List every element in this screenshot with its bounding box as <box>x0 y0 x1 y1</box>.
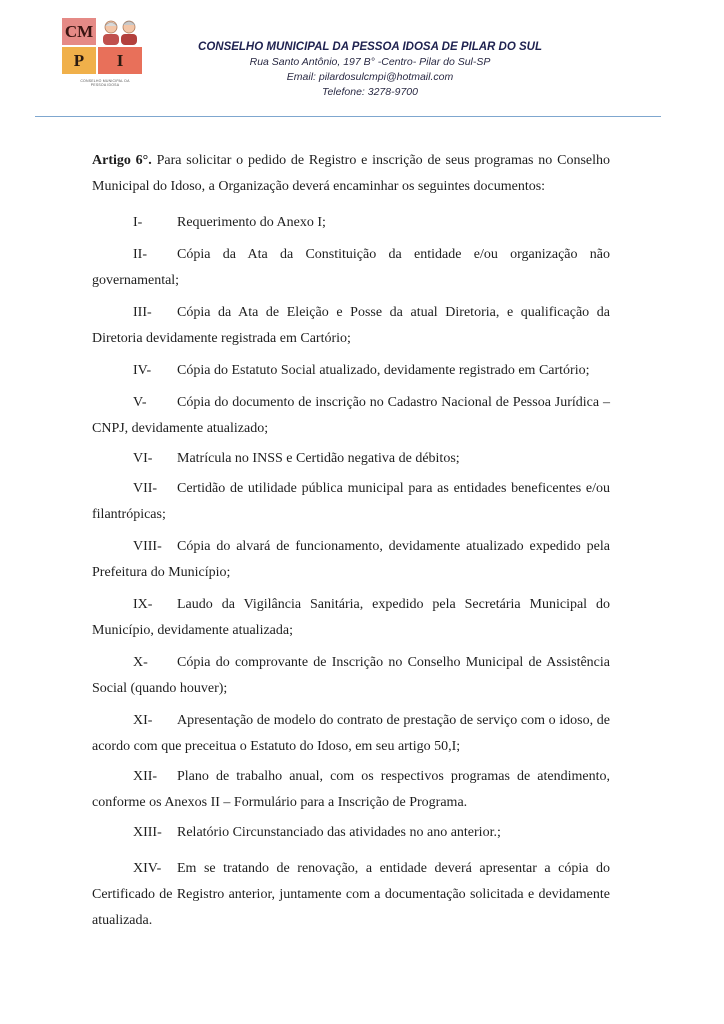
article-intro <box>92 148 610 200</box>
list-item-numeral: I- <box>133 215 143 230</box>
list-item-text: Cópia do comprovante de Inscrição no Conselho Municipal de Assistência Social (quando houver); <box>92 655 610 696</box>
list-item <box>92 242 610 294</box>
list-item-text: Requerimento do Anexo I; <box>177 215 326 230</box>
list-item <box>92 358 610 384</box>
list-item-numeral: VII- <box>133 481 158 496</box>
email: Email: pilardosulcmpi@hotmail.com <box>286 71 454 83</box>
logo-caption <box>64 79 146 87</box>
list-item <box>92 534 610 586</box>
logo-cell-i: I <box>98 47 142 74</box>
article-body <box>92 148 610 934</box>
list-item-text: Cópia do alvará de funcionamento, devidamente atualizado expedido pela Prefeitura do Município; <box>92 539 610 580</box>
list-item-text: Cópia da Ata de Eleição e Posse da atual Diretoria, e qualificação da Diretoria devidamente registrada em Cartório; <box>92 305 610 346</box>
list-item-text: Laudo da Vigilância Sanitária, expedido pela Secretária Municipal do Município, devidamente atualizada; <box>92 597 610 638</box>
list-item-numeral: III- <box>133 305 152 320</box>
list-item <box>92 300 610 352</box>
logo-caption-line1: CONSELHO MUNICIPAL DA <box>80 79 130 83</box>
phone: Telefone: 3278-9700 <box>322 86 418 98</box>
address: Rua Santo Antônio, 197 B° -Centro- Pilar do Sul-SP <box>249 56 491 68</box>
logo-cell-cm: CM <box>62 18 96 45</box>
list-item-numeral: X- <box>133 655 148 670</box>
list-item-text: Apresentação de modelo do contrato de prestação de serviço com o idoso, de acordo com que preceitua o Estatuto do Idoso, em seu artigo 50,I; <box>92 713 610 754</box>
list-item-text: Relatório Circunstanciado das atividades no ano anterior.; <box>177 825 501 840</box>
letterhead <box>150 40 590 100</box>
list-item-text: Cópia do Estatuto Social atualizado, devidamente registrado em Cartório; <box>177 363 590 378</box>
logo-cell-p: P <box>62 47 96 74</box>
header-divider <box>35 116 661 117</box>
article-intro-text: Para solicitar o pedido de Registro e inscrição de seus programas no Conselho Municipal do Idoso, a Organização deverá encaminhar os seguintes documentos: <box>92 153 611 194</box>
list-item-text: Cópia do documento de inscrição no Cadastro Nacional de Pessoa Jurídica – CNPJ, devidamente atualizado; <box>92 395 610 436</box>
list-item-text: Matrícula no INSS e Certidão negativa de débitos; <box>177 451 460 466</box>
elderly-couple-icon <box>98 18 142 45</box>
list-item <box>92 650 610 702</box>
list-item-numeral: XII- <box>133 769 158 784</box>
list-item-numeral: II- <box>133 247 147 262</box>
list-item <box>92 708 610 760</box>
list-item-numeral: VI- <box>133 451 153 466</box>
list-item-numeral: XI- <box>133 713 153 728</box>
list-item-numeral: VIII- <box>133 539 162 554</box>
list-item-text: Plano de trabalho anual, com os respectivos programas de atendimento, conforme os Anexos II – Formulário para a Inscrição de Programa. <box>92 769 610 810</box>
list-item <box>92 856 610 934</box>
list-item-text: Cópia da Ata da Constituição da entidade e/ou organização não governamental; <box>92 247 610 288</box>
list-item-numeral: IV- <box>133 363 152 378</box>
council-logo <box>62 18 146 87</box>
list-item-numeral: XIV- <box>133 861 162 876</box>
logo-caption-line2: PESSOA IDOSA <box>90 83 120 87</box>
list-item <box>92 592 610 644</box>
list-item-text: Em se tratando de renovação, a entidade deverá apresentar a cópia do Certificado de Registro anterior, juntamente com a documentação solicitada e devidamente atualizada. <box>92 861 610 928</box>
list-item <box>92 210 610 236</box>
list-item <box>92 764 610 816</box>
article-label: Artigo 6°. <box>92 153 152 168</box>
list-item-numeral: IX- <box>133 597 153 612</box>
list-item <box>92 390 610 442</box>
list-item <box>92 820 610 846</box>
list-item-numeral: XIII- <box>133 825 162 840</box>
list-item-numeral: V- <box>133 395 147 410</box>
list-item <box>92 446 610 472</box>
org-name: CONSELHO MUNICIPAL DA PESSOA IDOSA DE PILAR DO SUL <box>198 41 542 53</box>
list-item-text: Certidão de utilidade pública municipal para as entidades beneficentes e/ou filantrópicas; <box>92 481 610 522</box>
list-item <box>92 476 610 528</box>
document-list <box>92 210 610 934</box>
